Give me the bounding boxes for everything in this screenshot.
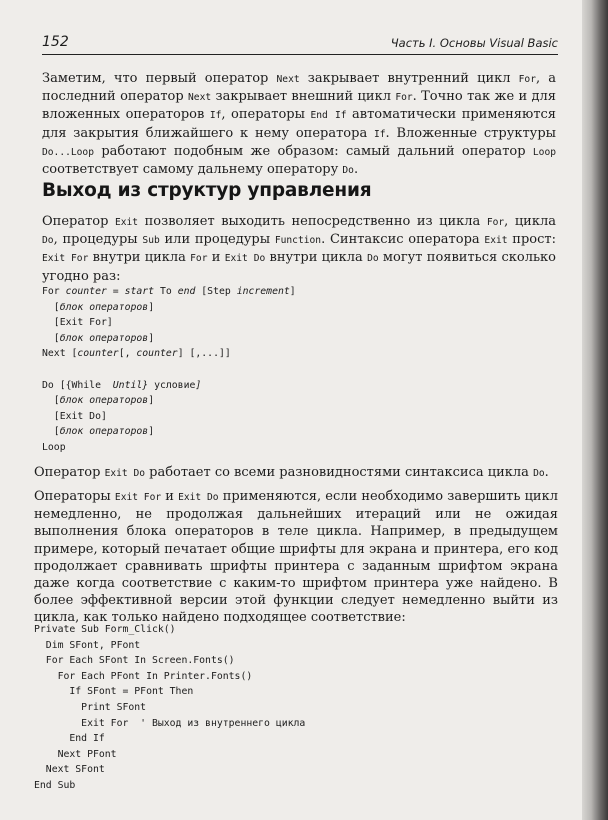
inline-code: Exit For [42,253,89,265]
text-run: соответствует самому дальнему оператору [42,162,343,178]
text-run: работают подобным же образом: самый дальний оператор [93,143,533,159]
paragraph-exit-statement [42,213,556,285]
text-run: внутри цикла [265,250,368,266]
page-header [42,34,558,55]
code-line: [блок операторов] [42,426,155,438]
inline-code: Sub [142,235,160,247]
text-run: Операторы [34,489,115,504]
inline-code: Exit For [114,492,162,503]
running-title: Часть I. Основы Visual Basic [390,36,558,50]
code-line: Loop [42,441,66,453]
text-run: внутри цикла [88,250,191,266]
text-run: . Синтаксис оператора [321,232,485,248]
inline-code: If [373,128,386,140]
paragraph-exit-usage [34,488,558,627]
inline-code: Do [533,468,545,479]
code-line: Dim SFont, PFont [34,639,141,651]
code-line: Print SFont [34,701,147,713]
code-line: [блок операторов] [42,301,155,313]
code-line: If SFont = PFont Then [34,686,194,698]
text-run: или процедуры [159,232,275,248]
inline-code: Next [188,92,212,104]
inline-code: Function [274,235,322,247]
code-line: [Exit Do] [42,410,107,422]
inline-code: For [486,217,505,228]
code-line: For counter = start To end [Step increment] [42,286,296,297]
text-run: . [544,465,549,480]
inline-code: For [518,74,536,85]
code-line: Private Sub Form_Click() [34,624,176,635]
inline-code: Do [42,235,54,247]
code-line: For Each SFont In Screen.Fonts() [34,655,235,667]
text-run: . Вложенные структуры [385,125,556,141]
text-run: закрывает внутренний цикл [299,71,519,86]
book-spine-shadow [582,0,608,820]
inline-code: Exit [484,235,508,247]
inline-code: For [395,92,413,104]
text-run: . [353,162,359,178]
syntax-code-block [42,284,296,456]
text-run: Оператор [42,214,115,229]
code-line: Exit For ' Выход из внутреннего цикла [34,717,306,729]
inline-code: Exit [114,217,139,228]
text-run: закрывает внешний цикл [211,89,396,105]
text-run: автоматически применяются для закрытия ближайшего к нему оператора [42,107,557,141]
text-run: применяются, если необходимо завершить цикл немедленно, не продолжая дальнейших итераций или не ожидая выполнения блока операторов в теле цикла. Например, в предыдущем примере, который печатает общие шрифты для экрана и принтера, его код продолжает сравнивать шрифты принтера с заданным шрифтом экрана даже когда соответствие с каким-то шрифтом принтера уже найдено. В более эффективной версии этой функции следует немедленно выйти из цикла, как только найдено подходящее соответствие: [34,489,558,626]
code-line: Next [counter[, counter] [,...]] [42,348,231,360]
paragraph-nested-loops [42,70,556,179]
code-line: Next PFont [34,748,117,760]
inline-code: Do [367,253,379,265]
inline-code: Next [276,74,300,85]
inline-code: Exit Do [104,468,145,479]
text-run: , операторы [221,107,311,123]
text-run: , цикла [504,214,556,229]
text-run: Оператор [34,465,105,480]
code-line: End Sub [34,779,76,791]
text-run: могут появиться сколько угодно раз: [42,250,556,284]
inline-code: Do [342,165,354,177]
example-code-block [34,622,305,794]
text-run: прост: [507,232,556,248]
inline-code: End If [310,110,347,122]
text-run: Заметим, что первый оператор [42,71,277,86]
inline-code: Do...Loop [42,146,94,158]
text-run: и [161,489,179,504]
inline-code: For [190,253,208,265]
code-line: [Exit For] [42,317,113,329]
inline-code: If [209,110,222,122]
text-run: , а последний оператор [42,71,556,105]
section-heading: Выход из структур управления [42,180,372,201]
code-line: [блок операторов] [42,395,155,407]
paragraph-exit-do [34,464,558,482]
text-run: . Точно так же и для вложенных операторов [42,89,556,123]
code-line: For Each PFont In Printer.Fonts() [34,670,253,682]
code-line [42,362,296,378]
text-run: работает со всеми разновидностями синтаксиса цикла [145,465,534,480]
code-line: [блок операторов] [42,332,155,344]
text-run: , процедуры [53,232,143,248]
inline-code: Exit Do [224,253,266,265]
code-line: Do [{While Until} условие] [42,379,202,391]
inline-code: Loop [532,146,556,158]
code-line: End If [34,733,105,745]
code-line: Next SFont [34,764,105,776]
inline-code: Exit Do [178,492,219,503]
text-run: позволяет выходить непосредственно из цикла [138,214,487,229]
text-run: и [207,250,225,266]
page-number: 152 [42,34,69,50]
